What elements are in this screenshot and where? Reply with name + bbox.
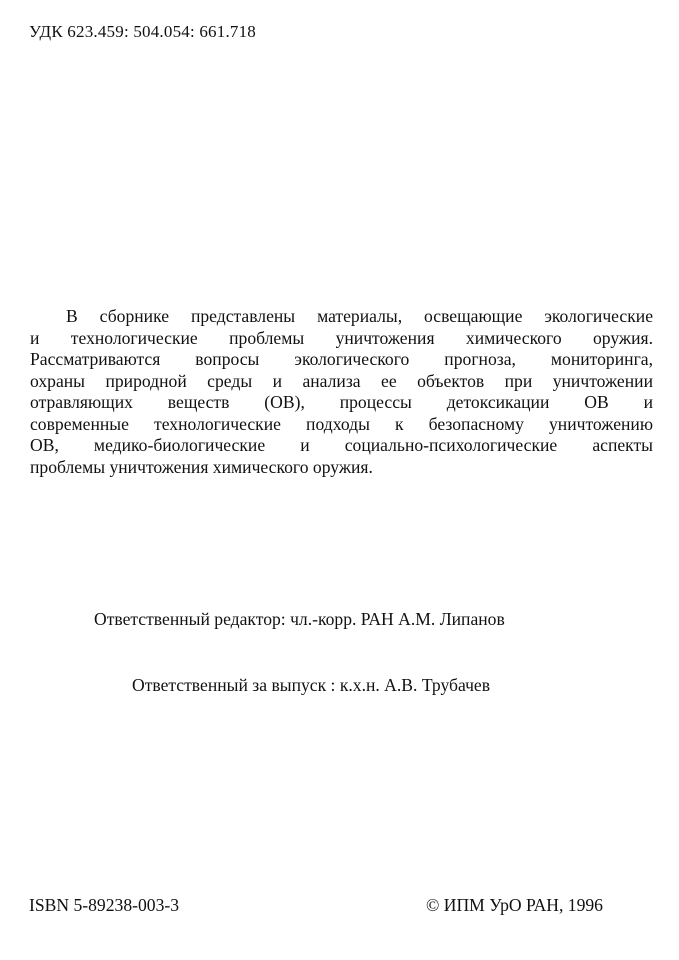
abstract-line: охраны природной среды и анализа ее объектов при уничтожении: [30, 370, 653, 391]
isbn-number: ISBN 5-89238-003-3: [29, 895, 180, 915]
abstract-line: Рассматриваются вопросы экологического прогноза, мониторинга,: [30, 349, 653, 369]
copyright-notice: © ИПМ УрО РАН, 1996: [426, 895, 603, 915]
abstract-line: В сборнике представлены материалы, освещающие экологические: [66, 306, 653, 326]
abstract-paragraph: [30, 306, 653, 478]
responsible-for-release: Ответственный за выпуск : к.х.н. А.В. Трубачев: [132, 675, 491, 695]
abstract-line: современные технологические подходы к безопасному уничтожению: [30, 413, 653, 434]
abstract-line: отравляющих веществ (ОВ), процессы детоксикации ОВ и: [30, 392, 653, 412]
abstract-line: проблемы уничтожения химического оружия.: [30, 456, 373, 477]
responsible-editor: Ответственный редактор: чл.-корр. РАН А.М. Липанов: [94, 609, 505, 629]
abstract-line: и технологические проблемы уничтожения химического оружия.: [30, 327, 653, 348]
abstract-line: ОВ, медико-биологические и социально-психологические аспекты: [30, 435, 653, 455]
udk-classification: УДК 623.459: 504.054: 661.718: [29, 22, 256, 41]
